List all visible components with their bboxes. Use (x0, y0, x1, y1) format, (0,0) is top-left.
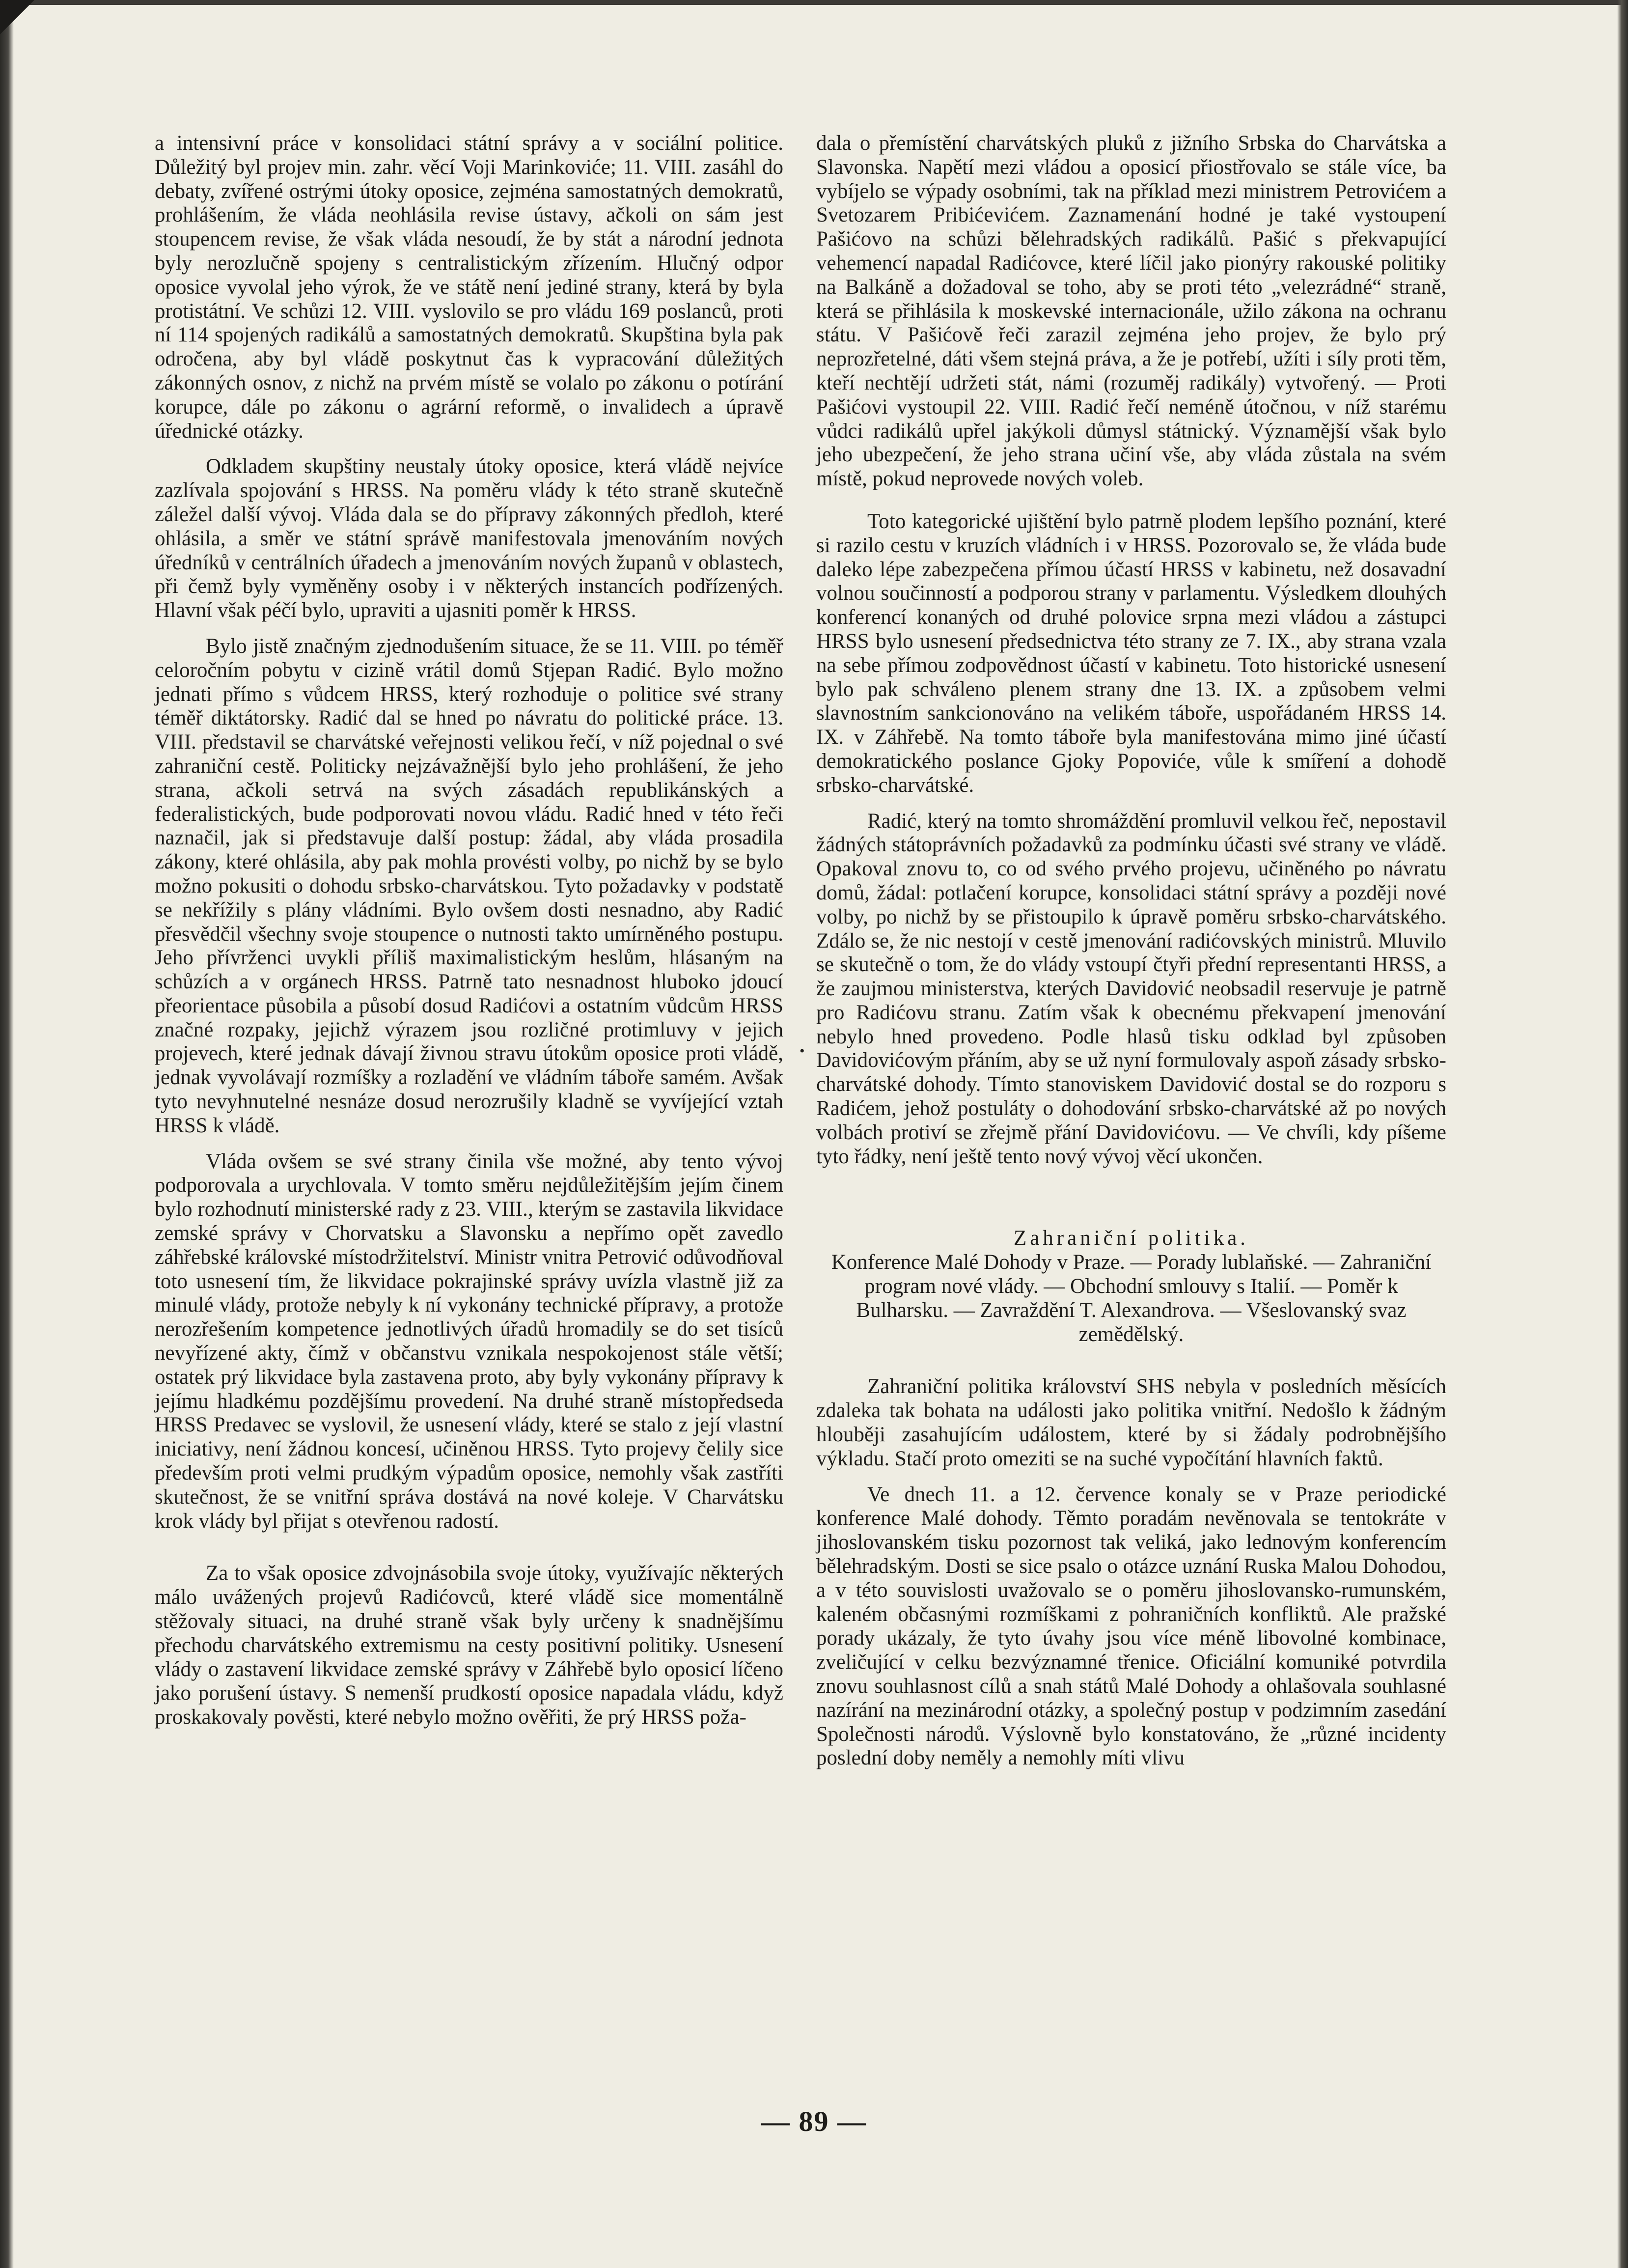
scan-edge-top (0, 0, 1628, 5)
paragraph: Toto kategorické ujištění bylo patrně plodem lepšího poznání, které si razilo cestu v kruzích vládních i v HRSS. Pozorovalo se, že vláda bude daleko lépe zabezpečena přímou účastí HRSS v kabinetu, než dosavadní volnou součinností a podporou strany v parlamentu. Výsledkem dlouhých konferencí konaných od druhé polovice srpna mezi vládou a zástupci HRSS bylo usnesení předsednictva této strany ze 7. IX., aby strana vzala na sebe přímou zodpovědnost účastí v kabinetu. Toto historické usnesení bylo pak schváleno plenem strany dne 13. IX. a způsobem velmi slavnostním sankcionováno na velikém táboře, uspořádaném HRSS 14. IX. v Záhřebě. Na tomto táboře byla manifestována mimo jiné účastí demokratického poslance Gjoky Popoviće, vůle k smíření a dohodě srbsko-charvátské. (816, 509, 1446, 797)
right-column (816, 132, 1446, 1770)
scan-edge-left (0, 0, 14, 2268)
paragraph: Vláda ovšem se své strany činila vše možné, aby tento vývoj podporovala a urychlovala. V tomto směru nejdůležitějším jejím činem bylo rozhodnutí ministerské rady z 23. VIII., kterým se zastavila likvidace zemské správy v Chorvatsku a Slavonsku a nepřímo opět zavedlo záhřebské královské místodržitelství. Ministr vnitra Petrović odůvodňoval toto usnesení tím, že likvidace pokrajinské správy uvízla vlastně již za minulé vlády, protože nebyly k ní vykonány technické přípravy, a protože nerozřešením kompetence jednotlivých úřadů hromadily se do set tisíců nevyřízené akty, čímž v občanstvu vznikala nespokojenost stále větší; ostatek prý likvidace byla zastavena proto, aby byly vykonány přípravy k jejímu hladkému pozdějšímu provedení. Na druhé straně místopředseda HRSS Predavec se vyslovil, že usnesení vlády, které se stalo z její vlastní iniciativy, není žádnou koncesí, učiněnou HRSS. Tyto projevy čelily sice především proti velmi prudkým výpadům oposice, nemohly však zastříti skutečnost, že se vnitřní správa dostává na nové koleje. V Charvátsku krok vlády byl přijat s otevřenou radostí. (155, 1149, 783, 1533)
section-summary: Konference Malé Dohody v Praze. — Porady lublaňské. — Zahraniční program nové vlády. — Obchodní smlouvy s Italií. — Poměr k Bulharsku. — Zavraždění T. Alexandrova. — Všeslovanský svaz zemědělský. (831, 1251, 1432, 1346)
margin-dot: • (800, 1043, 805, 1059)
paragraph: Radić, který na tomto shromáždění promluvil velkou řeč, nepostavil žádných státoprávních požadavků za podmínku účasti své strany ve vládě. Opakoval znovu to, co od svého prvého projevu, učiněného po návratu domů, žádal: potlačení korupce, konsolidaci státní správy a později nové volby, po nichž by se přistoupilo k úpravě poměru srbsko-charvátského. Zdálo se, že nic nestojí v cestě jmenování radićovských ministrů. Mluvilo se skutečně o tom, že do vlády vstoupí čtyři přední representanti HRSS, a že zaujmou ministerstva, kterých Davidović neobsadil reservuje je patrně pro Radićovu stranu. Zatím však k obecnému překvapení jmenování nebylo hned provedeno. Podle hlasů tisku odklad byl způsoben Davidovićovým přáním, aby se už nyní formulovaly aspoň zásady srbsko-charvátské dohody. Tímto stanoviskem Davidović dostal se do rozporu s Radićem, jehož postuláty o dohodování srbsko-charvátské až po nových volbách protiví se zřejmě přání Davidovićovu. — Ve chvíli, kdy píšeme tyto řádky, není ještě tento nový vývoj věcí ukončen. (816, 809, 1446, 1168)
section-heading: Zahraniční politika. (1013, 1227, 1249, 1250)
page-number: — 89 — (761, 2105, 867, 2137)
paragraph: Bylo jistě značným zjednodušením situace, že se 11. VIII. po téměř celoročním pobytu v cizině vrátil domů Stjepan Radić. Bylo možno jednati přímo s vůdcem HRSS, který rozhoduje o politice své strany téměř diktátorsky. Radić dal se hned po návratu do politické práce. 13. VIII. představil se charvátské veřejnosti velikou řečí, v níž pojednal o své zahraniční cestě. Politicky nejzávažnější bylo jeho prohlášení, že jeho strana, ačkoli setrvá na svých zásadách republikánských a federalistických, bude podporovati novou vládu. Radić hned v této řeči naznačil, jak si představuje další postup: žádal, aby vláda prosadila zákony, které ohlásila, aby pak mohla provésti volby, po nichž by se bylo možno pokusiti o dohodu srbsko-charvátskou. Tyto požadavky v podstatě se nekřížily s plány vládními. Bylo ovšem dosti nesnadno, aby Radić přesvědčil všechny svoje stoupence o nutnosti takto umírněného postupu. Jeho přívrženci uvykli příliš maximalistickým heslům, hlásaným na schůzích a v orgánech HRSS. Patrně tato nesnadnost hluboko jdoucí přeorientace působila a působí dosud Radićovi a ostatním vůdcům HRSS značné rozpaky, jejichž výrazem jsou rozličné protimluvy v jejich projevech, které jednak dávají živnou stravu útokům oposice proti vládě, jednak vyvolávají rozmíšky a rozladění ve vládním táboře samém. Avšak tyto nevyhnutelné nesnáze dosud nerozrušily kladně se vyvíjející vztah HRSS k vládě. (155, 634, 783, 1137)
paragraph: dala o přemístění charvátských pluků z jižního Srbska do Charvátska a Slavonska. Napětí mezi vládou a oposicí přiostřovalo se stále více, ba vybíjelo se výpady osobními, tak na příklad mezi ministrem Petrovićem a Svetozarem Pribićevićem. Zaznamenání hodné je také vystoupení Pašićovo na schůzi bělehradských radikálů. Pašić s překvapující vehemencí napadal Radićovce, které líčil jako pionýry rakouské politiky na Balkáně a dožadoval se toho, aby se proti této „velezrádné“ straně, která se přihlásila k moskevské internacionále, užilo zákona na ochranu státu. V Pašićově řeči zarazil zejména jeho projev, že bylo prý neprozřetelné, dáti všem stejná práva, a že je potřebí, užíti i síly proti těm, kteří nechtějí udržeti stát, námi (rozuměj radikály) vytvořený. — Proti Pašićovi vystoupil 22. VIII. Radić řečí neméně útočnou, v níž starému vůdci radikálů upřel jakýkoli důmysl státnický. Významější však bylo jeho ubezpečení, že jeho strana učiní vše, aby vláda zůstala na svém místě, pokud neprovede nových voleb. (816, 132, 1446, 491)
corner-fold (0, 0, 34, 34)
paragraph: Za to však oposice zdvojnásobila svoje útoky, využívajíc některých málo uvážených projevů Radićovců, které vládě sice momentálně stěžovaly situaci, na druhé straně však byly určeny k snadnějšímu přechodu charvátského extremismu na cesty positivní politiky. Usnesení vlády o zastavení likvidace zemské správy v Záhřebě bylo oposicí líčeno jako porušení ústavy. S nemenší prudkostí oposice napadala vládu, když proskakovaly pověsti, které nebylo možno ověřiti, že prý HRSS poža- (155, 1562, 783, 1729)
paragraph: Ve dnech 11. a 12. července konaly se v Praze periodické konference Malé dohody. Těmto poradám nevěnovala se tentokráte v jihoslovanském tisku pozornost tak veliká, jako lednovým konferencím bělehradským. Dosti se sice psalo o otázce uznání Ruska Malou Dohodou, a v této souvislosti uvažovalo se o poměru jihoslovansko-rumunském, kaleném občasnými rozmíškami z pohraničních konfliktů. Ale pražské porady ukázaly, že tyto úvahy jsou více méně libovolné kombinace, zveličující v celku bezvýznamné třenice. Oficiální komuniké potvrdila znovu souhlasnost cílů a snah států Malé Dohody a ohlašovala souhlasné nazírání na mezinárodní otázky, a společný postup v podzimním zasedání Společnosti národů. Výslovně bylo konstatováno, že „různé incidenty poslední doby neměly a nemohly míti vlivu (816, 1483, 1446, 1770)
scan-edge-right (1617, 0, 1628, 2268)
paragraph: Zahraniční politika království SHS nebyla v posledních měsících zdaleka tak bohata na události jako politika vnitřní. Nedošlo k žádným hlouběji zasahujícím událostem, které by si žádaly podrobnějšího výkladu. Stačí proto omeziti se na suché vypočítání hlavních faktů. (816, 1375, 1446, 1470)
left-column (155, 132, 783, 1730)
paragraph: Odkladem skupštiny neustaly útoky oposice, která vládě nejvíce zazlívala spojování s HRSS. Na poměru vlády k této straně skutečně záležel další vývoj. Vláda dala se do přípravy zákonných předloh, které ohlásila, a směr ve státní správě manifestovala jmenováním nových úředníků v centrálních úřadech a jmenováním nových županů v oblastech, při čemž byly vyměněny osoby i v některých instancích podřízených. Hlavní však péčí bylo, upraviti a ujasniti poměr k HRSS. (155, 455, 783, 622)
paragraph: a intensivní práce v konsolidaci státní správy a v sociální politice. Důležitý byl projev min. zahr. věcí Voji Marinkoviće; 11. VIII. zasáhl do debaty, zvířené ostrými útoky oposice, zejména samostatných demokratů, prohlášením, že vláda neohlásila revise ústavy, ačkoli on sám jest stoupencem revise, že však vláda nesoudí, že by stát a národní jednota byly nerozlučně spojeny s centralistickým zřízením. Hlučný odpor oposice vyvolal jeho výrok, že ve státě není jediné strany, která by byla protistátní. Ve schůzi 12. VIII. vyslovilo se pro vládu 169 poslanců, proti ní 114 spojených radikálů a samostatných demokratů. Skupština byla pak odročena, aby byl vládě poskytnut čas k vypracování důležitých zákonných osnov, z nichž na prvém místě se volalo po zákonu o potírání korupce, dále po zákonu o agrární reformě, o invalidech a úpravě úřednické otázky. (155, 132, 783, 443)
